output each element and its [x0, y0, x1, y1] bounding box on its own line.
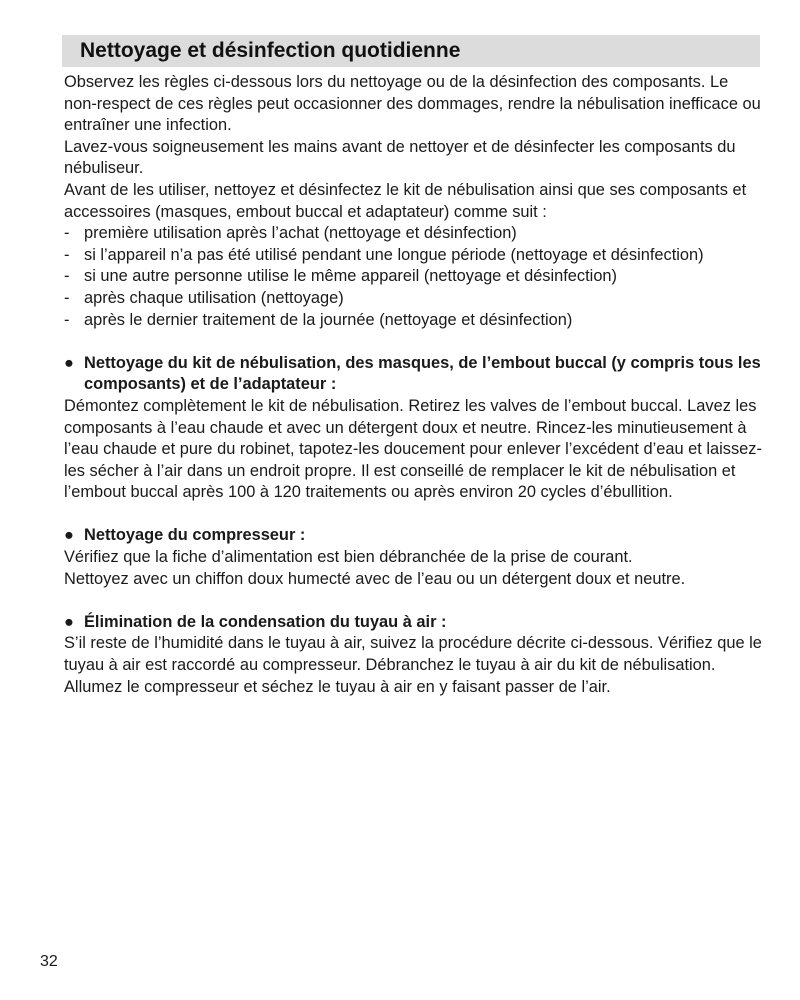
list-item	[64, 266, 764, 288]
list-item-text: après le dernier traitement de la journée (nettoyage et désinfection)	[84, 310, 573, 329]
dash-marker: -	[64, 288, 70, 307]
spacer	[64, 331, 764, 353]
dash-marker: -	[64, 267, 70, 286]
condensation-removal-text: S’il reste de l’humidité dans le tuyau à air, suivez la procédure décrite ci-dessous. Vérifiez que le tuyau à air est raccordé au compresseur. Débranchez le tuyau à air du kit de nébulisation. Allumez le compresseur et séchez le tuyau à air en y faisant passer de l’air.	[64, 634, 762, 696]
page-title: Nettoyage et désinfection quotidienne	[80, 39, 461, 62]
nebulizer-kit-cleaning-text: Démontez complètement le kit de nébulisation. Retirez les valves de l’embout buccal. Lavez les composants à l’eau chaude et avec un détergent doux et neutre. Rincez-les minutieusement à l’eau chaude et pure du robinet, tapotez-les doucement pour enlever l’excédent d’eau et laissez-les sécher à l’air dans un endroit propre. Il est conseillé de remplacer le kit de nébulisation et l’embout buccal après 100 à 120 traitements ou après environ 20 cycles d’ébullition.	[64, 396, 762, 502]
compressor-cleaning-heading	[64, 525, 764, 547]
page-body	[64, 72, 764, 698]
cleaning-occasions-list	[64, 223, 764, 331]
intro-paragraph-2: Lavez-vous soigneusement les mains avant de nettoyer et de désinfecter les composants du nébuliseur.	[64, 137, 736, 178]
bullet-icon: ●	[64, 353, 74, 372]
section-title-bar	[62, 35, 760, 67]
spacer	[64, 504, 764, 526]
list-item-text: si une autre personne utilise le même appareil (nettoyage et désinfection)	[84, 267, 618, 286]
heading-text: Élimination de la condensation du tuyau à air :	[84, 612, 447, 631]
list-item	[64, 245, 764, 267]
spacer	[64, 590, 764, 612]
heading-text: Nettoyage du compresseur :	[84, 526, 306, 545]
page-number: 32	[40, 953, 58, 970]
list-item-text: si l’appareil n’a pas été utilisé pendant une longue période (nettoyage et désinfection)	[84, 245, 704, 264]
heading-text: Nettoyage du kit de nébulisation, des masques, de l’embout buccal (y compris tous les composants) et de l’adaptateur :	[84, 353, 761, 394]
nebulizer-kit-cleaning-heading	[64, 353, 764, 396]
list-item	[64, 288, 764, 310]
dash-marker: -	[64, 224, 70, 243]
list-item	[64, 223, 764, 245]
compressor-cleaning-text-2: Nettoyez avec un chiffon doux humecté avec de l’eau ou un détergent doux et neutre.	[64, 569, 686, 588]
list-item-text: première utilisation après l’achat (nettoyage et désinfection)	[84, 224, 517, 243]
intro-paragraph-3: Avant de les utiliser, nettoyez et désinfectez le kit de nébulisation ainsi que ses composants et accessoires (masques, embout buccal et adaptateur) comme suit :	[64, 180, 747, 221]
dash-marker: -	[64, 245, 70, 264]
list-item-text: après chaque utilisation (nettoyage)	[84, 288, 344, 307]
condensation-removal-heading	[64, 612, 764, 634]
dash-marker: -	[64, 310, 70, 329]
compressor-cleaning-text-1: Vérifiez que la fiche d’alimentation est bien débranchée de la prise de courant.	[64, 548, 633, 567]
bullet-icon: ●	[64, 612, 74, 631]
list-item	[64, 310, 764, 332]
intro-paragraph-1: Observez les règles ci-dessous lors du nettoyage ou de la désinfection des composants. Le non-respect de ces règles peut occasionner des dommages, rendre la nébulisation inefficace ou entraîner une infection.	[64, 73, 761, 135]
bullet-icon: ●	[64, 526, 74, 545]
